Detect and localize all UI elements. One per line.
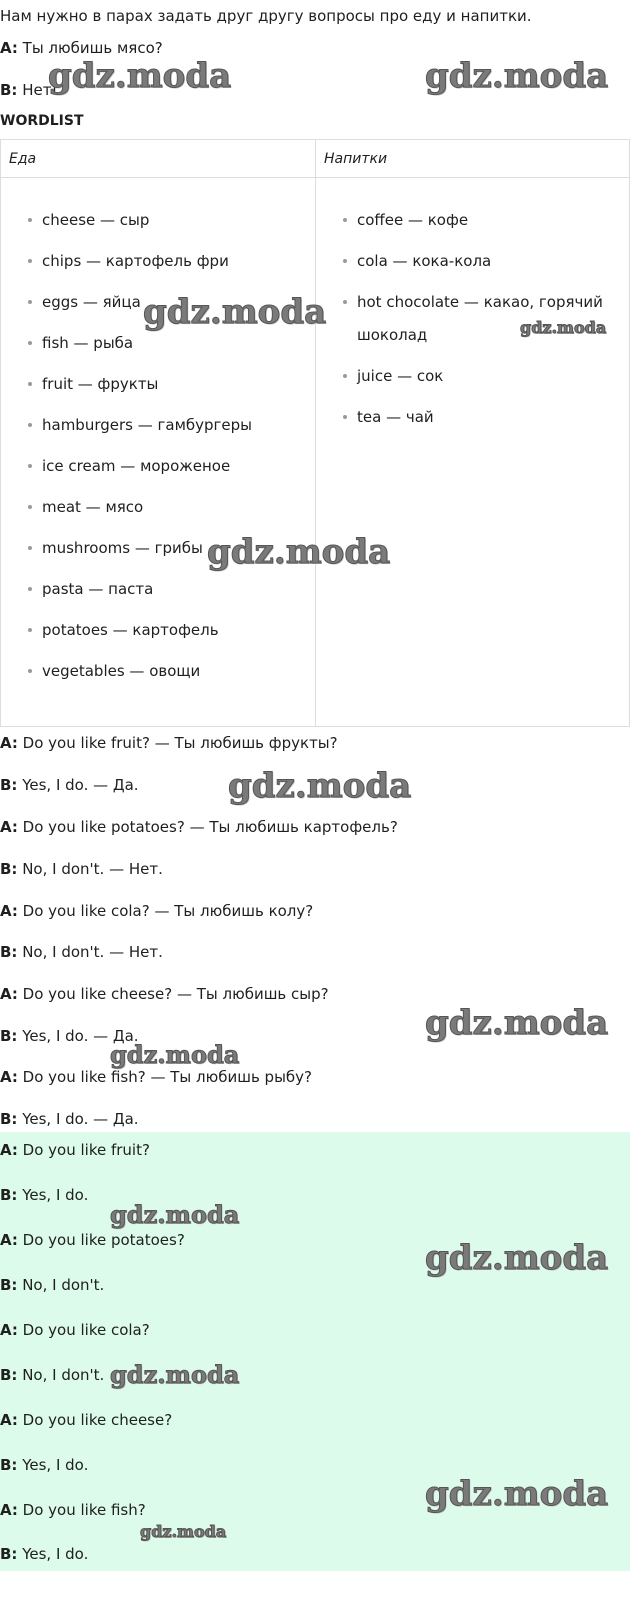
- answer-line: B: No, I don't.: [0, 1366, 105, 1384]
- dialog-line: A: Do you like cola? — Ты любишь колу?: [0, 902, 314, 920]
- watermark: gdz.moda: [48, 56, 232, 96]
- bullet-icon: [28, 218, 32, 222]
- answer-line: B: Yes, I do.: [0, 1545, 89, 1563]
- list-item: eggs — яйца: [42, 292, 141, 312]
- food-column-header: Еда: [9, 151, 37, 167]
- line-text: Нет!: [17, 81, 58, 99]
- answer-line: A: Do you like potatoes?: [0, 1231, 185, 1249]
- list-item: vegetables — овощи: [42, 661, 200, 681]
- list-item: juice — сок: [357, 366, 443, 386]
- wordlist-table: [0, 139, 630, 727]
- watermark: gdz.moda: [110, 1200, 240, 1229]
- dialog-line: B: Yes, I do. — Да.: [0, 776, 139, 794]
- bullet-icon: [343, 374, 347, 378]
- watermark: gdz.moda: [425, 1474, 609, 1514]
- bullet-icon: [28, 587, 32, 591]
- line-text: Ты любишь мясо?: [17, 39, 163, 57]
- list-item: mushrooms — грибы: [42, 538, 203, 558]
- list-item: ice cream — мороженое: [42, 456, 230, 476]
- bullet-icon: [343, 259, 347, 263]
- watermark: gdz.moda: [520, 318, 607, 337]
- watermark: gdz.moda: [228, 766, 412, 806]
- watermark: gdz.moda: [425, 1238, 609, 1278]
- dialog-line: B: Yes, I do. — Да.: [0, 1110, 139, 1128]
- list-item: fruit — фрукты: [42, 374, 158, 394]
- answer-line: B: Yes, I do.: [0, 1456, 89, 1474]
- list-item: meat — мясо: [42, 497, 143, 517]
- bullet-icon: [28, 628, 32, 632]
- dialog-line: B: No, I don't. — Нет.: [0, 860, 163, 878]
- watermark: gdz.moda: [425, 1003, 609, 1043]
- list-item: cola — кока-кола: [357, 251, 491, 271]
- wordlist-heading: WORDLIST: [0, 113, 84, 129]
- bullet-icon: [28, 464, 32, 468]
- list-item: chips — картофель фри: [42, 251, 229, 271]
- bullet-icon: [28, 669, 32, 673]
- watermark: gdz.moda: [140, 1522, 227, 1541]
- list-item: tea — чай: [357, 407, 434, 427]
- dialog-line: A: Do you like potatoes? — Ты любишь картофель?: [0, 818, 398, 836]
- intro-text: Нам нужно в парах задать друг другу вопросы про еду и напитки.: [0, 7, 532, 25]
- answer-line: B: Yes, I do.: [0, 1186, 89, 1204]
- dialog-line: A: Do you like fish? — Ты любишь рыбу?: [0, 1068, 313, 1086]
- bullet-icon: [343, 218, 347, 222]
- bullet-icon: [28, 300, 32, 304]
- dialog-line: A: Do you like cheese? — Ты любишь сыр?: [0, 985, 329, 1003]
- answer-line: A: Do you like fish?: [0, 1501, 146, 1519]
- bullet-icon: [343, 300, 347, 304]
- speaker-label: B:: [0, 81, 18, 99]
- bullet-icon: [28, 341, 32, 345]
- bullet-icon: [28, 546, 32, 550]
- watermark: gdz.moda: [110, 1360, 240, 1389]
- watermark: gdz.moda: [143, 292, 327, 332]
- list-item-continuation: шоколад: [357, 326, 428, 344]
- dialog-line: B: Yes, I do. — Да.: [0, 1027, 139, 1045]
- speaker-label: A:: [0, 39, 18, 57]
- dialog-line: B: No, I don't. — Нет.: [0, 943, 163, 961]
- drinks-column-header: Напитки: [324, 151, 388, 167]
- bullet-icon: [28, 382, 32, 386]
- answer-line: A: Do you like fruit?: [0, 1141, 150, 1159]
- list-item: hot chocolate — какао, горячий: [357, 292, 603, 312]
- answer-line: B: No, I don't.: [0, 1276, 105, 1294]
- list-item: coffee — кофе: [357, 210, 468, 230]
- bullet-icon: [28, 259, 32, 263]
- example-line-a: [0, 38, 163, 58]
- bullet-icon: [28, 505, 32, 509]
- dialog-line: A: Do you like fruit? — Ты любишь фрукты?: [0, 734, 338, 752]
- list-item: fish — рыба: [42, 333, 133, 353]
- list-item: pasta — паста: [42, 579, 153, 599]
- list-item: hamburgers — гамбургеры: [42, 415, 252, 435]
- watermark: gdz.moda: [110, 1040, 240, 1069]
- answer-line: A: Do you like cola?: [0, 1321, 150, 1339]
- bullet-icon: [343, 415, 347, 419]
- bullet-icon: [28, 423, 32, 427]
- list-item: potatoes — картофель: [42, 620, 219, 640]
- watermark: gdz.moda: [425, 56, 609, 96]
- column-divider: [315, 140, 316, 726]
- list-item: cheese — сыр: [42, 210, 149, 230]
- answer-line: A: Do you like cheese?: [0, 1411, 173, 1429]
- watermark: gdz.moda: [207, 532, 391, 572]
